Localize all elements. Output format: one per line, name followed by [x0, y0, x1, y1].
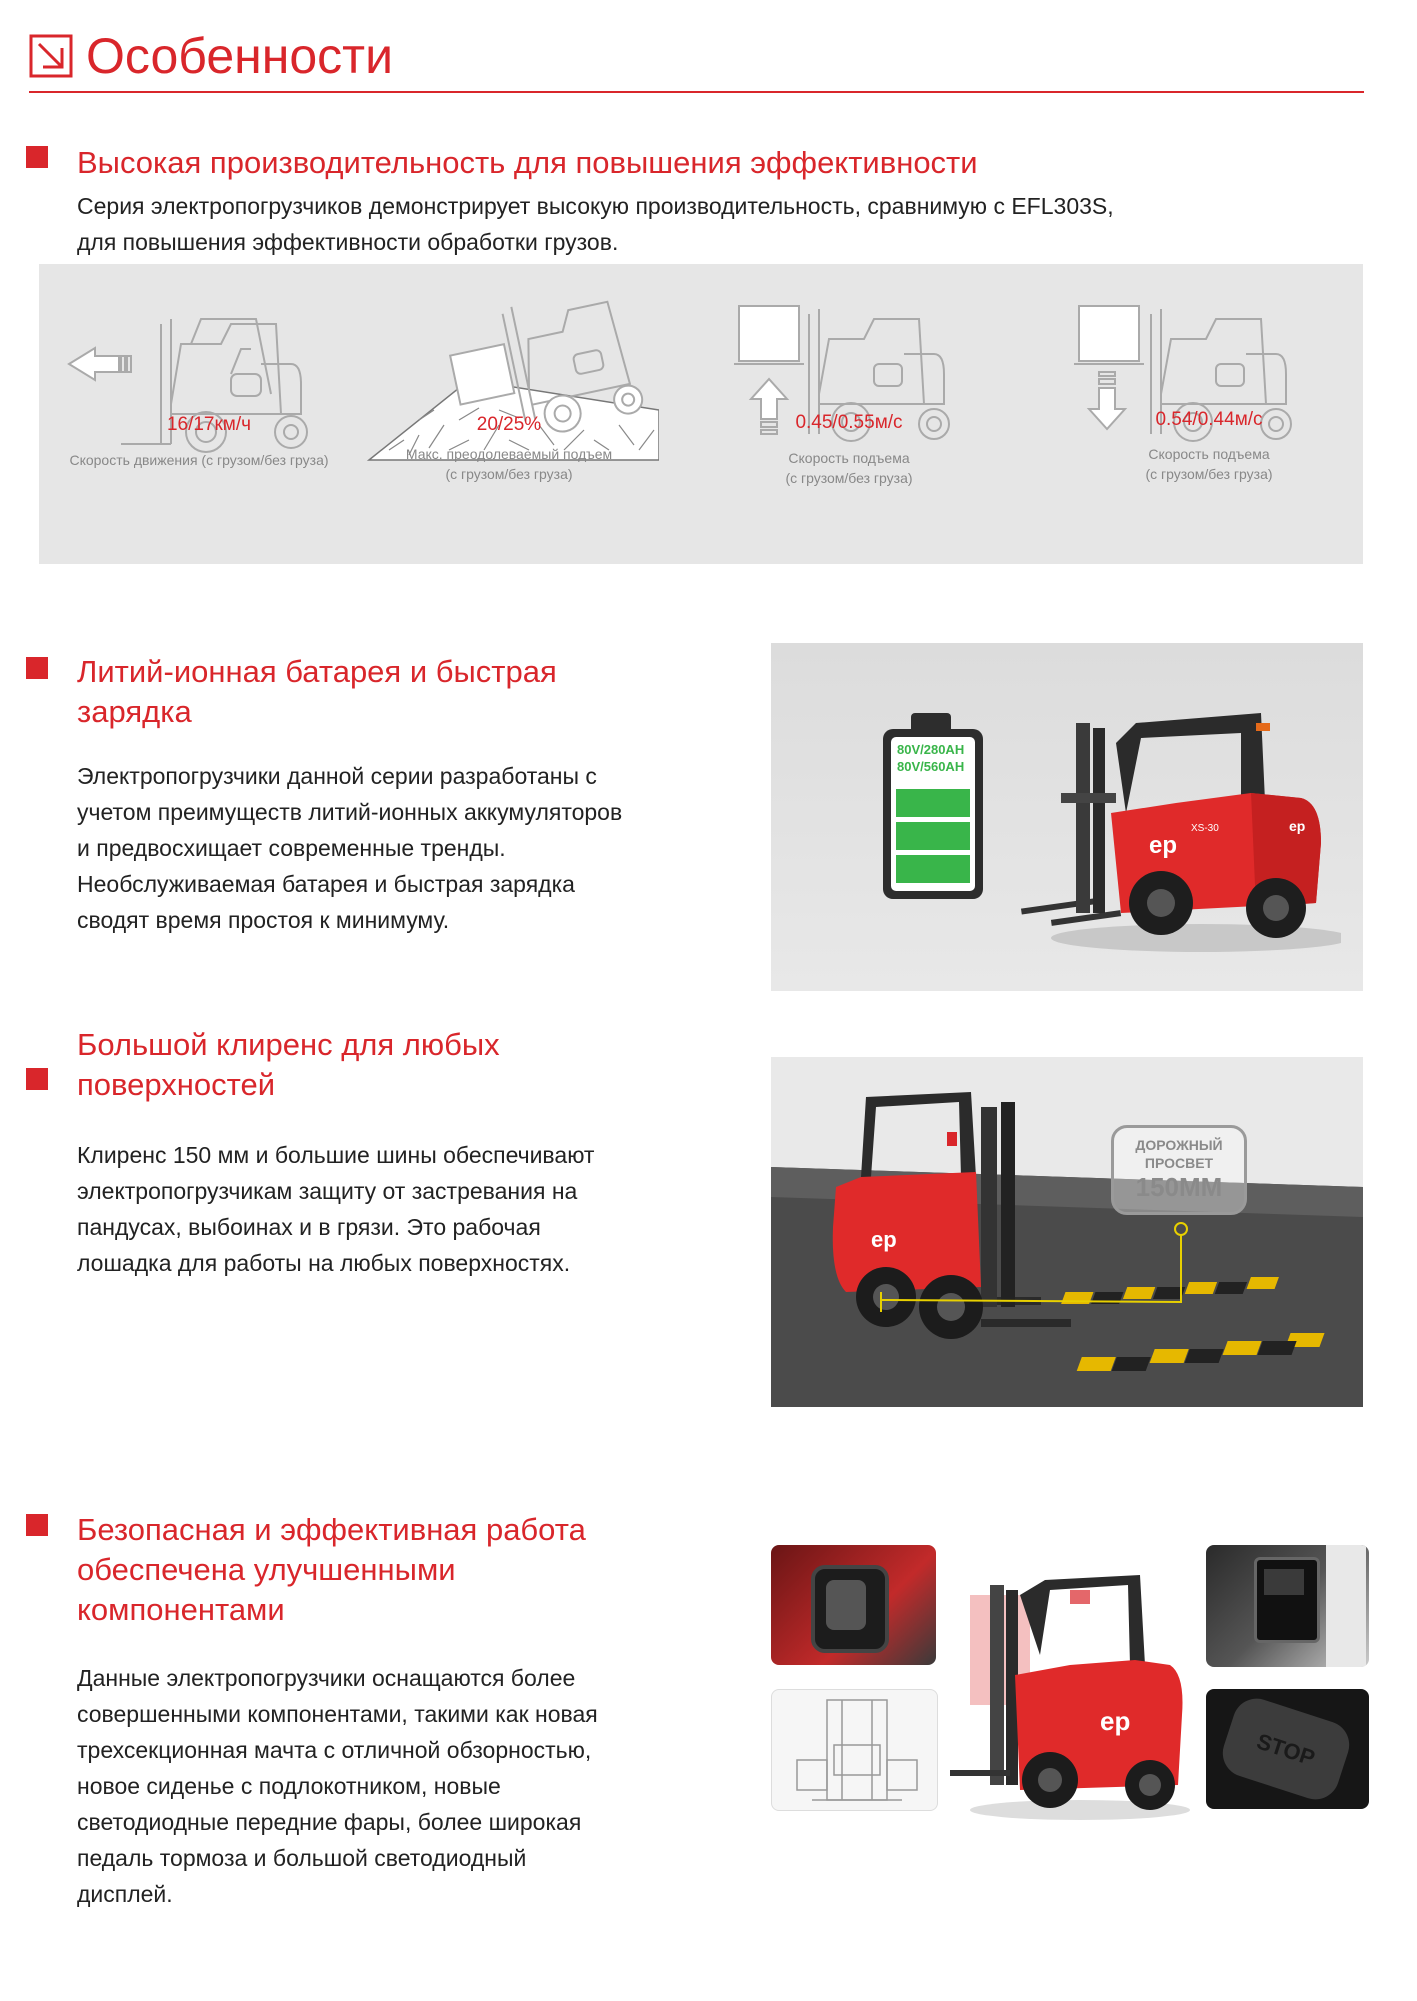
arrow-down-right-icon	[29, 34, 73, 78]
battery-title: Литий-ионная батарея и быстрая зарядка	[77, 654, 557, 729]
display-closeup-image	[1206, 1545, 1369, 1667]
stop-label: STOP	[1253, 1728, 1319, 1771]
page-title: Особенности	[86, 28, 394, 84]
forklift-red-image	[1001, 703, 1341, 963]
section-bullet	[26, 1514, 48, 1536]
svg-text:ep: ep	[1289, 818, 1306, 834]
performance-panel	[39, 264, 1363, 564]
clearance-photo	[771, 1057, 1363, 1407]
svg-text:ep: ep	[1149, 832, 1178, 859]
mast-view-image	[771, 1689, 938, 1811]
body-line: Серия электропогрузчиков демонстрирует высокую производительность, сравнимую с EFL303S,	[77, 193, 1114, 219]
stat-caption: Макс. преодолеваемый подъем (с грузом/без груза)	[405, 446, 613, 482]
safety-body: Данные электропогрузчики оснащаются более совершенными компонентами, такими как новая трехсекционная мачта с отличной обзорностью, новое сиденье с подлокотником, новые светодиодные передние фары, более широкая педаль тормоза и большой светодиодный дисплей.	[77, 1665, 598, 1907]
brake-pedal-image	[1206, 1689, 1369, 1809]
body-line: для повышения эффективности обработки грузов.	[77, 229, 619, 255]
forklift-lifting-speed-icon	[729, 304, 979, 464]
badge-label: ПРОСВЕТ	[1144, 1155, 1214, 1171]
header-divider	[29, 91, 1364, 93]
svg-text:ep: ep	[871, 1227, 897, 1252]
forklift-travel-speed-icon	[61, 304, 351, 464]
battery-photo	[771, 643, 1363, 991]
section-bullet	[26, 146, 48, 168]
stat-caption: Скорость подъема (с грузом/без груза)	[785, 450, 913, 486]
stat-value: 16/17км/ч	[166, 414, 252, 435]
stat-value: 20/25%	[476, 414, 542, 435]
battery-label: 80V/280AH	[897, 742, 965, 757]
safety-title: Безопасная и эффективная работа обеспечена улучшенными компонентами	[77, 1512, 586, 1627]
battery-label: 80V/560AH	[897, 759, 965, 774]
clearance-body: Клиренс 150 мм и большие шины обеспечивают электропогрузчикам защиту от застревания на пандусах, выбоинах и в грязи. Это рабочая лошадка для работы на любых поверхностях.	[77, 1142, 595, 1276]
clearance-badge	[1111, 1125, 1247, 1215]
stat-caption: Скорость подъема (с грузом/без груза)	[1145, 446, 1273, 482]
section-bullet	[26, 657, 48, 679]
forklift-components-image	[950, 1555, 1190, 1825]
battery-icon	[883, 729, 983, 899]
forklift-lowering-speed-icon	[1069, 304, 1329, 464]
battery-body: Электропогрузчики данной серии разработаны с учетом преимуществ литий-ионных аккумуляторов и предвосхищает современные тренды. Необслуживаемая батарея и быстрая зарядка сводят время простоя к минимуму.	[77, 763, 623, 933]
performance-body	[77, 188, 1114, 260]
stat-caption: Скорость движения (с грузом/без груза)	[69, 452, 329, 468]
performance-title: Высокая производительность для повышения эффективности	[77, 145, 978, 180]
clearance-title: Большой клиренс для любых поверхностей	[77, 1027, 500, 1102]
badge-value: 150MM	[1135, 1172, 1223, 1202]
svg-text:ep: ep	[1100, 1706, 1131, 1736]
section-bullet	[26, 1068, 48, 1090]
stat-value: 0.45/0.55м/с	[795, 412, 903, 433]
model-mark: XS-30	[1191, 823, 1219, 834]
badge-label: ДОРОЖНЫЙ	[1135, 1137, 1223, 1153]
headlight-closeup-image	[771, 1545, 936, 1665]
stat-value: 0.54/0.44м/с	[1155, 409, 1263, 430]
